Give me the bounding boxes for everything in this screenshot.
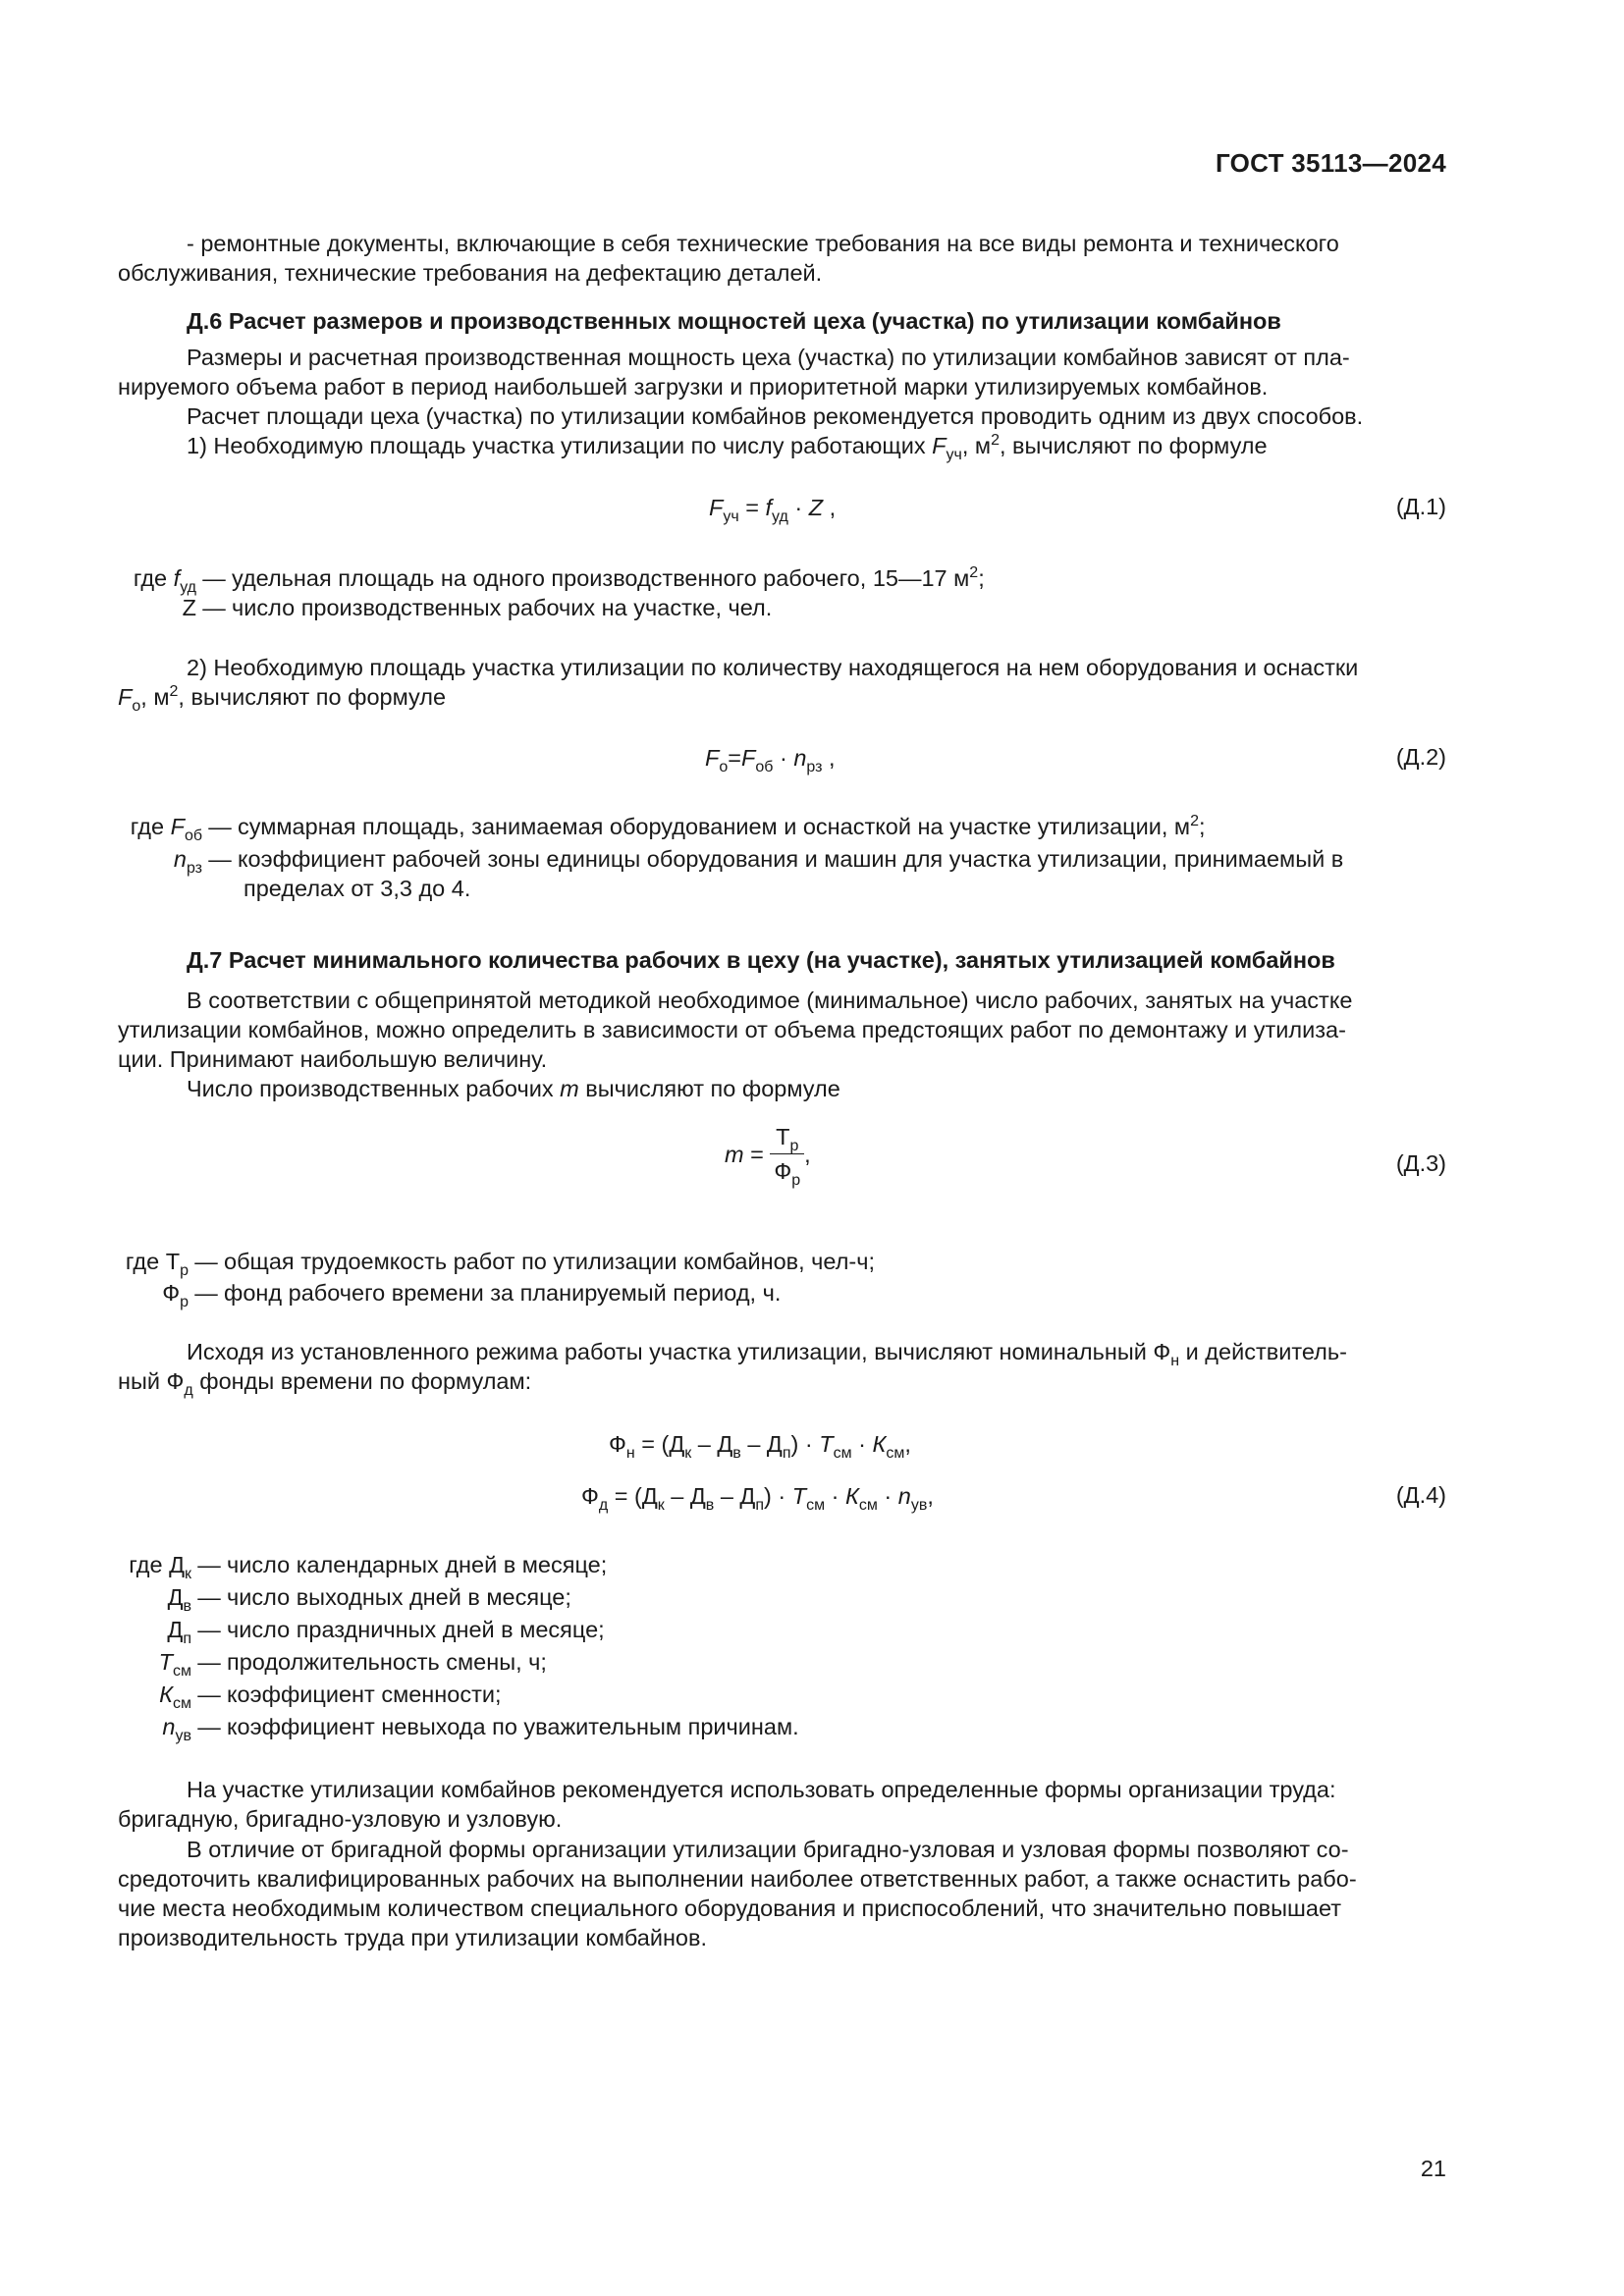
where-d3-row-2: $Ф_р$ — фонд рабочего времени за планируемый период, ч. [162,1280,782,1310]
formula-d2: $F_о=F_{об} \cdot n_{рз}$ , [705,745,836,775]
d6-item-2-line-1: 2) Необходимую площадь участка утилизации по количеству находящегося на нем оборудования и оснастки [187,655,1359,680]
d7-p1-line-3: ции. Принимают наибольшую величину. [118,1046,548,1072]
d7-p2: Число производственных рабочих m вычисляют по формуле [187,1076,840,1101]
where-d4-row-3: $Д_п$ — число праздничных дней в месяце; [167,1617,605,1647]
d7-p5-line-2: средоточить квалифицированных рабочих на выполнении наиболее ответственных работ, а также оснастить рабо- [118,1866,1357,1892]
formula-d2-number: (Д.2) [1395,744,1446,770]
d7-p5-line-4: производительность труда при утилизации комбайнов. [118,1925,708,1950]
where-d4-row-4: $Т_{см}$ — продолжительность смены, ч; [158,1649,547,1680]
d7-p5-line-1: В отличие от бригадной формы организации утилизации бригадно-узловая и узловая формы позволяют со- [187,1837,1349,1862]
where-d2-row-1: где $F_{об}$ — суммарная площадь, занимаемая оборудованием и оснасткой на участке утилизации, $м^2$; [130,813,1206,844]
formula-d4-nominal: $Ф_н = (Д_к - Д_в - Д_п) \cdot Т_{см} \cdot К_{см}$, [609,1431,911,1462]
formula-d4-actual: $Ф_д = (Д_к - Д_в - Д_п) \cdot Т_{см} \cdot К_{см} \cdot n_{ув}$, [581,1483,934,1514]
d6-p2: Расчет площади цеха (участка) по утилизации комбайнов рекомендуется проводить одним из двух способов. [187,403,1364,429]
d7-p4-line-1: На участке утилизации комбайнов рекомендуется использовать определенные формы организации труда: [187,1777,1336,1802]
document-header: ГОСТ 35113—2024 [1215,148,1446,178]
d7-p3-line-1: Исходя из установленного режима работы участка утилизации, вычисляют номинальный $Ф_н$ и действитель- [187,1339,1347,1369]
where-d2-row-2: $n_{рз}$ — коэффициент рабочей зоны единицы оборудования и машин для участка утилизации, принимаемый в [173,846,1344,877]
where-d4-row-5: $К_{см}$ — коэффициент сменности; [159,1682,502,1712]
where-d3-row-1: где $Т_р$ — общая трудоемкость работ по утилизации комбайнов, чел-ч; [125,1249,876,1279]
formula-d3: m = $\frac{Т_р}{Ф_р}$ , [725,1124,811,1189]
d7-p4-line-2: бригадную, бригадно-узловую и узловую. [118,1806,563,1832]
d7-p1-line-2: утилизации комбайнов, можно определить в зависимости от объема предстоящих работ по демонтажу и утилиза- [118,1017,1346,1042]
intro-line-2: обслуживания, технические требования на дефектацию деталей. [118,260,823,286]
section-d7-title: Д.7 Расчет минимального количества рабочих в цеху (на участке), занятых утилизацией комбайнов [187,947,1335,973]
page-number: 21 [1420,2156,1446,2181]
d6-item-1: 1) Необходимую площадь участка утилизации по числу работающих $F_{уч}$, $м^2$, вычисляют по формуле [187,432,1268,463]
where-d4-row-2: $Д_в$ — число выходных дней в месяце; [167,1584,571,1615]
d7-p5-line-3: чие места необходимым количеством специального оборудования и приспособлений, что значительно повышает [118,1896,1342,1921]
formula-d1-number: (Д.1) [1395,494,1446,519]
d7-p1-line-1: В соответствии с общепринятой методикой необходимое (минимальное) число рабочих, занятых на участке [187,988,1353,1013]
where-d4-row-6: $n_{ув}$ — коэффициент невыхода по уважительным причинам. [162,1714,799,1744]
d6-p1-line-1: Размеры и расчетная производственная мощность цеха (участка) по утилизации комбайнов зависят от пла- [187,345,1350,370]
formula-d3-number: (Д.3) [1395,1150,1446,1176]
formula-d4-number: (Д.4) [1395,1482,1446,1508]
d6-p1-line-2: нируемого объема работ в период наибольшей загрузки и приоритетной марки утилизируемых комбайнов. [118,374,1269,400]
intro-line-1: - ремонтные документы, включающие в себя технические требования на все виды ремонта и технического [187,231,1339,256]
section-d6-title: Д.6 Расчет размеров и производственных мощностей цеха (участка) по утилизации комбайнов [187,308,1281,334]
where-d2-row-2-cont: пределах от 3,3 до 4. [244,876,471,901]
where-d1-row-2: Z — число производственных рабочих на участке, чел. [182,595,773,620]
where-d1-row-1: где $f_{уд}$ — удельная площадь на одного производственного рабочего, 15—17 $м^2$; [133,564,985,596]
d6-item-2-line-2: $F_о$, $м^2$, вычисляют по формуле [118,683,447,715]
fraction: $\frac{Т_р}{Ф_р}$ [770,1122,804,1186]
where-d4-row-1: где $Д_к$ — число календарных дней в месяце; [129,1552,608,1582]
formula-d1: $F_{уч} = f_{уд} \cdot Z$ , [709,495,837,525]
d7-p3-line-2: ный $Ф_д$ фонды времени по формулам: [118,1368,532,1399]
